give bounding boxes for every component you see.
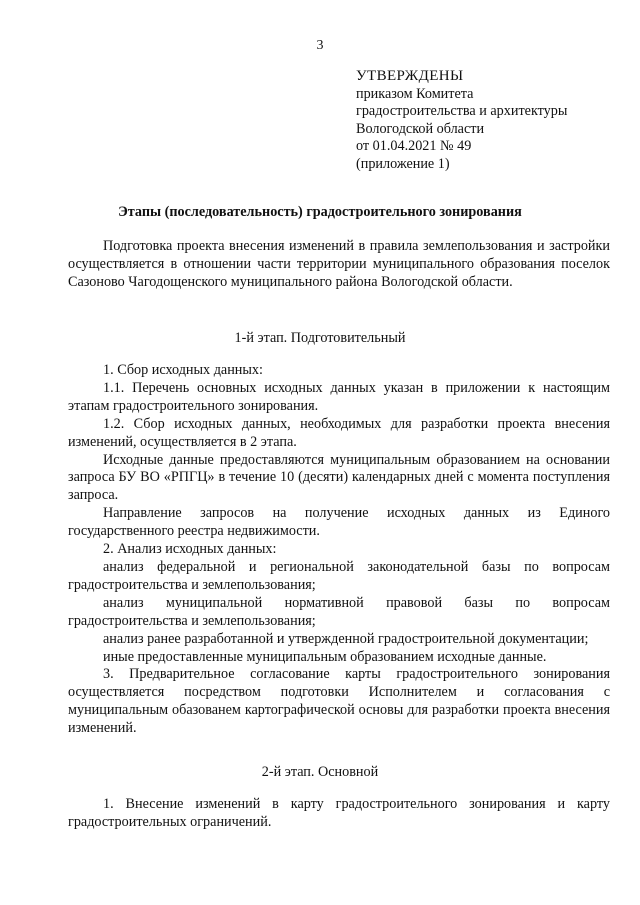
approval-line: градостроительства и архитектуры (356, 103, 568, 120)
stage2-section (68, 796, 610, 832)
paragraph: Исходные данные предоставляются муниципальным образованием на основании запроса БУ ВО «РПГЦ» в течение 10 (десяти) календарных дней с момента поступления запроса. (68, 451, 610, 504)
stage1-section (68, 362, 610, 738)
stage2-heading: 2-й этап. Основной (261, 764, 379, 780)
paragraph: 1. Внесение изменений в карту градостроительного зонирования и карту градостроительных ограничений. (68, 796, 610, 830)
paragraph: 2. Анализ исходных данных: (103, 541, 277, 558)
approval-heading: УТВЕРЖДЕНЫ (356, 68, 464, 84)
paragraph: 1.1. Перечень основных исходных данных указан в приложении к настоящим этапам градостроительного зонирования. (68, 379, 610, 414)
intro-paragraph: Подготовка проекта внесения изменений в правила землепользования и застройки осуществляется в отношении части территории муниципального образования поселок Сазоново Чагодощенского муниципального района Вологодской области. (68, 238, 610, 290)
paragraph: 1.2. Сбор исходных данных, необходимых для разработки проекта внесения изменений, осуществляется в 2 этапа. (68, 415, 610, 450)
paragraph: анализ муниципальной нормативной правовой базы по вопросам градостроительства и землепользования; (68, 594, 610, 629)
approval-block (356, 68, 626, 174)
intro-section (68, 238, 610, 292)
approval-line: от 01.04.2021 № 49 (356, 138, 472, 155)
stage1-heading: 1-й этап. Подготовительный (234, 330, 406, 346)
document-title: Этапы (последовательность) градостроительного зонирования (118, 204, 522, 220)
paragraph: анализ ранее разработанной и утвержденной градостроительной документации; (103, 630, 589, 647)
approval-line: (приложение 1) (356, 155, 450, 172)
page-number: 3 (316, 38, 324, 53)
approval-line: приказом Комитета (356, 85, 474, 102)
paragraph: иные предоставленные муниципальным образованием исходные данные. (103, 648, 547, 665)
paragraph: Направление запросов на получение исходных данных из Единого государственного реестра недвижимости. (68, 505, 610, 540)
approval-line: Вологодской области (356, 120, 485, 137)
paragraph: 1. Сбор исходных данных: (103, 362, 263, 378)
paragraph: 3. Предварительное согласование карты градостроительного зонирования осуществляется посредством подготовки Исполнителем и согласования с муниципальным обазованем картографической основы для разработки проекта внесения изменений. (68, 666, 610, 737)
paragraph: анализ федеральной и региональной законодательной базы по вопросам градостроительства и землепользования; (68, 558, 610, 593)
